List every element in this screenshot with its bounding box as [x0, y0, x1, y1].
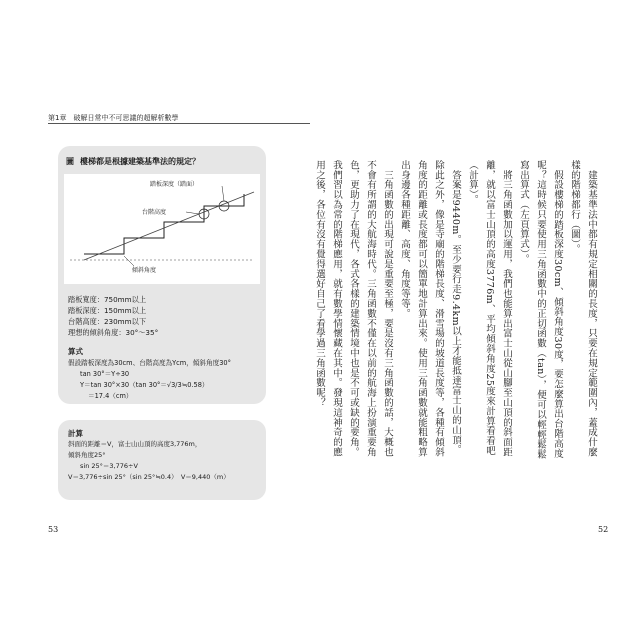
- calc-line: Y＝tan 30°×30（tan 30°＝√3/3≒0.58）: [80, 381, 209, 389]
- calc-line: V＝3,776÷sin 25°（sin 25°≒0.4） V＝9,440（m）: [68, 473, 230, 481]
- calc-line: ＝17.4（cm）: [88, 392, 133, 400]
- calculation-lines: [68, 439, 230, 483]
- tread-label: 踏板深度（踏面）: [150, 181, 199, 188]
- spec-item: 踏板深度：150mm以上: [68, 306, 147, 315]
- riser-label: 台階高度: [142, 209, 167, 216]
- calc-lines: [68, 358, 231, 402]
- body-text: [314, 160, 600, 460]
- angle-label: 傾斜角度: [132, 267, 157, 274]
- figure-label: 圖: [66, 157, 74, 166]
- calc-line: 傾斜角度25°: [68, 451, 106, 459]
- header-divider: [48, 123, 310, 124]
- spec-list: [68, 294, 158, 338]
- calculation-title: 計算: [68, 429, 83, 438]
- body-paragraph: 答案是9440m。至少要行走9.4km以上才能抵達富士山的山頂。除此之外，像是寺廟的階梯長度、滑雪場的坡道長度等，各種有傾斜角度的距離或長度都可以簡單地計算出來。使用三角函數就能粗略算出身邊各種距離、高度、角度等等。: [399, 160, 461, 457]
- calc-line: 假設踏板深度為30cm、台階高度為Ycm，傾斜角度30°: [68, 359, 231, 367]
- calc-line: sin 25°＝3,776÷V: [80, 462, 138, 470]
- chapter-header: 第1章 破解日常中不可思議的超解析數學: [48, 114, 179, 122]
- calc-line: 斜面的距離＝V，富士山山頂的高度3,776m，: [68, 440, 202, 448]
- body-paragraph: 建築基準法中都有規定相關的長度，只要在規定範圍內，蓋成什麼樣的階梯都行（圖）。: [569, 160, 597, 457]
- calc-line: tan 30°＝Y÷30: [80, 370, 130, 378]
- figure-box: [58, 146, 266, 404]
- spec-item: 理想的傾斜角度：30°～35°: [68, 328, 159, 337]
- spec-item: 踏板寬度：750mm以上: [68, 295, 147, 304]
- figure-title: [66, 156, 200, 167]
- body-paragraph: 假設樓梯的踏板深度30cm、傾斜角度30度，要怎麼算出台階高度呢？這時候只要使用三角函數中的正切函數（tan），便可以輕輕鬆鬆寫出算式（左頁算式）。: [518, 160, 563, 460]
- calculation-box: [58, 420, 266, 500]
- calc-title: 算式: [68, 347, 83, 356]
- staircase-diagram: [64, 174, 260, 284]
- spec-item: 台階高度：230mm以下: [68, 317, 147, 326]
- page-number-right: 52: [598, 525, 609, 534]
- body-paragraph: 三角函數的出現可說是重要至極，要是沒有三角函數的話，大概也不會有所謂的大航海時代。三角函數不僅在以前的航海上扮演重要角色，更助力了在現代，各式各樣的建築情境中也是不可或缺的要角。我們習以為常的階梯應用，就有數學情懷藏在其中。發現這神奇的應用之後，各位有沒有覺得選好自己了看學過三角函數呢？: [314, 160, 393, 457]
- page-number-left: 53: [48, 525, 59, 534]
- figure-title-text: 樓梯都是根據建築基準法的規定？: [80, 157, 200, 166]
- body-paragraph: 將三角函數加以運用，我們也能算出富士山從山腳至山頂的斜面距離，就以富士山頂的高度3776m、平均傾斜角度25度來計算看看吧（計算）。: [467, 160, 512, 457]
